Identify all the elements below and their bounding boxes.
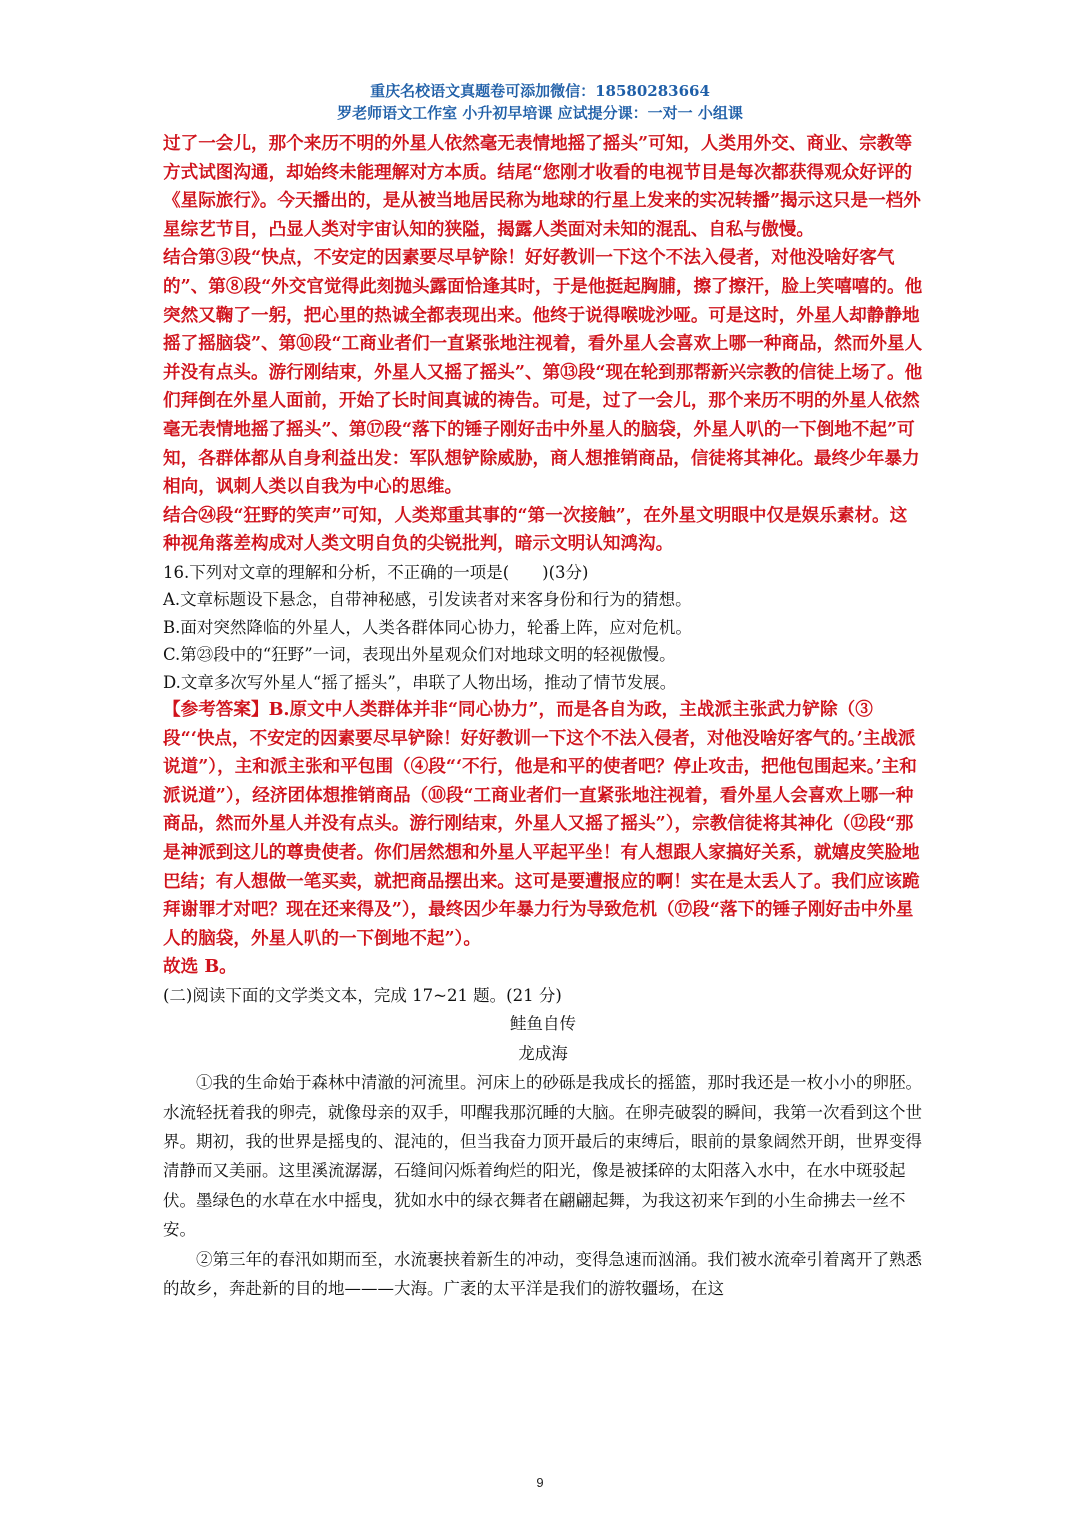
question-stem: 16.下列对文章的理解和分析，不正确的一项是( )(3分) [163, 562, 589, 582]
analysis-paragraph: 结合第③段“快点，不安定的因素要尽早铲除！好好教训一下这个不法入侵者，对他没啥好客气的”、第⑧段“外交官觉得此刻抛头露面恰逢其时，于是他挺起胸脯，擦了擦汗，脸上笑嘻嘻的。他突然又鞠了一躬，把心里的热诚全都表现出来。他终于说得喉咙沙哑。可是这时，外星人却静静地摇了摇脑袋”、第⑩段“工商业者们一直紧张地注视着，看外星人会喜欢上哪一种商品，然而外星人并没有点头。游行刚结束，外星人又摇了摇头”、第⑬段“现在轮到那帮新兴宗教的信徒上场了。他们拜倒在外星人面前，开始了长时间真诚的祷告。可是，过了一会儿，那个来历不明的外星人依然毫无表情地摇了摇头”、第⑰段“落下的锤子刚好击中外星人的脑袋，外星人叭的一下倒地不起”可知，各群体都从自身利益出发：军队想铲除威胁，商人想推销商品，信徒将其神化。最终少年暴力相向，讽刺人类以自我为中心的思维。 [163, 247, 923, 498]
answer-analysis [163, 130, 923, 559]
option-c: C.第㉓段中的“狂野”一词，表现出外星观众们对地球文明的轻视傲慢。 [163, 645, 676, 665]
answer-16 [163, 696, 923, 982]
analysis-paragraph: 结合㉔段“狂野的笑声”可知，人类郑重其事的“第一次接触”，在外星文明眼中仅是娱乐素材。这种视角落差构成对人类文明自负的尖锐批判，暗示文明认知鸿沟。 [163, 504, 908, 555]
question-16 [163, 559, 923, 696]
answer-text: 【参考答案】B.原文中人类群体并非“同心协力”，而是各自为政，主战派主张武力铲除（③段“‘快点，不安定的因素要尽早铲除！好好教训一下这个不法入侵者，对他没啥好客气的。’主战派说道”），主和派主张和平包围（④段“‘不行，他是和平的使者吧？停止攻击，把他包围起来。’主和派说道”），经济团体想推销商品（⑩段“工商业者们一直紧张地注视着，看外星人会喜欢上哪一种商品，然而外星人并没有点头。游行刚结束，外星人又摇了摇头”），宗教信徒将其神化（⑫段“那是神派到这儿的尊贵使者。你们居然想和外星人平起平坐！有人想跟人家搞好关系，就嬉皮笑脸地巴结；有人想做一笔买卖，就把商品摆出来。这可是要遭报应的啊！实在是太丢人了。我们应该跪拜谢罪才对吧？现在还来得及”），最终因少年暴力行为导致危机（⑰段“落下的锤子刚好击中外星人的脑袋，外星人叭的一下倒地不起”）。 [163, 698, 920, 949]
option-a: A.文章标题设下悬念，自带神秘感，引发读者对来客身份和行为的猜想。 [163, 590, 692, 610]
article-author: 龙成海 [518, 1043, 568, 1063]
article-title: 鲑鱼自传 [510, 1014, 576, 1034]
answer-choice: 故选 B。 [163, 956, 237, 978]
option-d: D.文章多次写外星人“摇了摇头”，串联了人物出场，推动了情节发展。 [163, 672, 677, 692]
page-number: 9 [536, 1475, 544, 1490]
page-content [163, 130, 923, 1303]
option-b: B.面对突然降临的外星人，人类各群体同心协力，轮番上阵，应对危机。 [163, 617, 692, 637]
literary-text [163, 1009, 923, 1303]
section-intro [163, 982, 923, 1009]
article-paragraph: ②第三年的春汛如期而至，水流裹挟着新生的冲动，变得急速而汹涌。我们被水流牵引着离开了熟悉的故乡，奔赴新的目的地———大海。广袤的太平洋是我们的游牧疆场，在这 [163, 1249, 922, 1298]
section-intro-text: (二)阅读下面的文学类文本，完成 17~21 题。(21 分) [163, 985, 562, 1005]
page-header [0, 80, 1080, 124]
article-paragraph: ①我的生命始于森林中清澈的河流里。河床上的砂砾是我成长的摇篮，那时我还是一枚小小的卵胚。水流轻抚着我的卵壳，就像母亲的双手，叩醒我那沉睡的大脑。在卵壳破裂的瞬间，我第一次看到这个世界。期初，我的世界是摇曳的、混沌的，但当我奋力顶开最后的束缚后，眼前的景象阔然开朗，世界变得清静而又美丽。这里溪流潺潺，石缝间闪烁着绚烂的阳光，像是被揉碎的太阳落入水中，在水中斑驳起伏。墨绿色的水草在水中摇曳，犹如水中的绿衣舞者在翩翩起舞，为我这初来乍到的小生命拂去一丝不安。 [163, 1073, 922, 1240]
analysis-paragraph: 过了一会儿，那个来历不明的外星人依然毫无表情地摇了摇头”可知，人类用外交、商业、宗教等方式试图沟通，却始终未能理解对方本质。结尾“您刚才收看的电视节目是每次都获得观众好评的《星际旅行》。今天播出的，是从被当地居民称为地球的行星上发来的实况转播”揭示这只是一档外星综艺节目，凸显人类对宇宙认知的狭隘，揭露人类面对未知的混乱、自私与傲慢。 [163, 133, 921, 240]
header-studio-line: 罗老师语文工作室 小升初早培课 应试提分课：一对一 小组课 [337, 104, 743, 122]
header-contact-line: 重庆名校语文真题卷可添加微信：18580283664 [370, 82, 710, 100]
